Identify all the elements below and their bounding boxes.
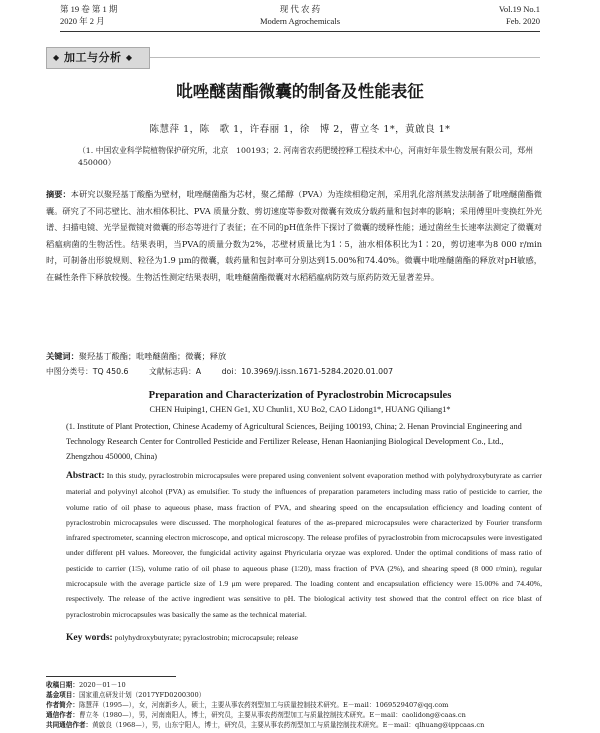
footnote-text: 国家重点研发计划（2017YFD0200300） [78,691,206,699]
date-en: Feb. 2020 [506,16,540,26]
section-label: 加工与分析 [64,51,122,64]
footnote-funding [46,690,542,700]
article-title-cn: 吡唑醚菌酯微囊的制备及性能表征 [176,82,424,101]
footnote-label: 通信作者： [46,711,79,719]
footnote-corresponding [46,710,542,720]
running-header-right [499,3,540,27]
diamond-bullet-icon: ◆ [125,53,133,62]
footnote-text: 黄啟良（1968—），男，山东宁阳人，博士，研究员，主要从事农药剂型加工与质量控制技术研究。E－mail：qlhuang@ippcaas.cn [92,721,485,729]
footnote-text: 陈慧萍（1995—），女，河南新乡人，硕士，主要从事农药剂型加工与质量控制技术研究。E－mail：1069529407@qq.com [78,701,449,709]
keywords-en [66,633,542,643]
classification-line [46,366,542,377]
running-header-center [60,3,540,27]
footnote-label: 收稿日期： [46,681,79,689]
footnote-label: 基金项目： [46,691,79,699]
running-header [60,3,540,31]
footnote-rule [46,676,176,677]
keywords-en-label: Key words: [66,633,113,643]
volume-issue-cn: 第 19 卷 第 1 期 [60,4,118,14]
footnote-label: 作者简介： [46,701,79,709]
keywords-cn [46,351,542,362]
section-banner [46,47,150,69]
footnotes [46,680,542,730]
diamond-bullet-icon: ◆ [53,53,60,62]
header-rule [60,31,540,32]
footnote-author-bio [46,700,542,710]
affiliation-en: (1. Institute of Plant Protection, Chinese Academy of Agricultural Sciences, Beijing 100193, China; 2. Henan Provincial Engineering and Technology Research Center for Controlled Pesticide and Fertilizer Release, Henan Haonianjing Biological Development Co., Ltd., Zhengzhou 450000, China) [66,422,522,461]
article-title-en: Preparation and Characterization of Pyraclostrobin Microcapsules [148,390,452,401]
footnote-received [46,680,542,690]
banner-rule [150,57,540,58]
abstract-en-text: In this study, pyraclostrobin microcapsules were prepared using convenient solvent evaporation method with polyhydroxybutyrate as carrier material and polyvinyl alcohol (PVA) as emulsifier. To study the influences of preparation parameters including mass ratio of pesticide to carrier, the volume ratio of oil phase to aqueous phase, mass fraction of PVA, and shearing speed on the encapsulation efficiency and loading content of pyraclostrobin microcapsules were discussed. The morphological features of the as-prepared microcapsules were characterized by Fourier transform infrared spectrometer, scanning electron microscope, and optical microscopy. The release profiles of pyraclostrobin from microcapsules were investigated under different pH values. Moreover, the fungicidal activity against Phyricularia oryzae was explored. Under the optimal conditions of mass ratio of pesticide to carrier (1∶5), volume ratio of oil phase to aqueous phase (1∶20), mass fraction of PVA (2%), and shearing speed (8 000 r/min), regular microcapsule with the average particle size of 1.9 μm were prepared. The loading content and encapsulation efficiency were 15.00% and 74.40%, respectively. The release of the active ingredient was sensitive to pH. The biological activity test showed that the control effect on rice blast of pyraclostrobin microcapsules was basically the same as the technical material. [66,471,542,619]
footnote-co-corresponding [46,720,542,730]
abstract-en-label: Abstract: [66,471,105,481]
abstract-cn-text: 本研究以聚羟基丁酸酯为壁材，吡唑醚菌酯为芯材，聚乙烯醇（PVA）为连续相稳定剂，采用乳化溶剂蒸发法制备了吡唑醚菌酯微囊。研究了不同芯壁比、油水相体积比、PVA 质量分数、剪切速度等参数对微囊有效成分载药量和包封率的影响；采用傅里叶变换红外光谱、扫描电镜、光学显微镜对微囊的形态等进行了表征；在不同的pH值条件下探讨了微囊的缓释性能；通过菌丝生长速率法测定了微囊对稻瘟病菌的生物活性。结果表明，当PVA的质量分数为2%，芯壁材质量比为1∶5，油水相体积比为1∶20，剪切速率为8 000 r/min时，可制备出形貌规则、粒径为1.9 μm的微囊，载药量和包封率可分别达到15.00%和74.40%。微囊中吡唑醚菌酯的释放对pH敏感，在碱性条件下释放较慢。生物活性测定结果表明，吡唑醚菌酯微囊对水稻稻瘟病防效与原药防效无显著差异。 [46,189,542,282]
footnote-text: 2020－01－10 [78,681,126,689]
keywords-cn-text: 聚羟基丁酸酯；吡唑醚菌酯；微囊；释放 [78,351,227,361]
keywords-en-text: polyhydroxybutyrate; pyraclostrobin; microcapsule; release [114,633,298,642]
authors-en: CHEN Huiping1, CHEN Ge1, XU Chunli1, XU Bo2, CAO Lidong1*, HUANG Qiliang1* [149,405,451,414]
keywords-cn-label: 关键词： [46,351,79,361]
clc-number: 中图分类号：TQ 450.6 [46,367,129,376]
document-code: 文献标志码：A [148,367,202,376]
abstract-cn [46,186,542,286]
affiliation-cn: （1. 中国农业科学院植物保护研究所，北京 100193；2. 河南省农药肥缓控释工程技术中心，河南好年景生物发展有限公司，郑州 450000） [78,146,541,167]
date-cn: 2020 年 2 月 [60,16,105,26]
volume-issue-en: Vol.19 No.1 [498,4,540,14]
journal-name-cn: 现 代 农 药 [279,4,321,14]
doi: doi：10.3969/j.issn.1671-5284.2020.01.007 [221,367,394,376]
abstract-cn-label: 摘要： [46,189,71,199]
abstract-en [66,468,542,622]
footnote-label: 共同通信作者： [46,721,93,729]
footnote-text: 曹立冬（1980—），男，河南南阳人，博士，研究员，主要从事农药剂型加工与质量控制技术研究。E－mail：caolidong@caas.cn [78,711,466,719]
journal-name-en: Modern Agrochemicals [259,16,341,26]
authors-cn: 陈慧萍 1，陈 歌 1，许春丽 1，徐 博 2，曹立冬 1*，黄啟良 1* [149,124,451,135]
